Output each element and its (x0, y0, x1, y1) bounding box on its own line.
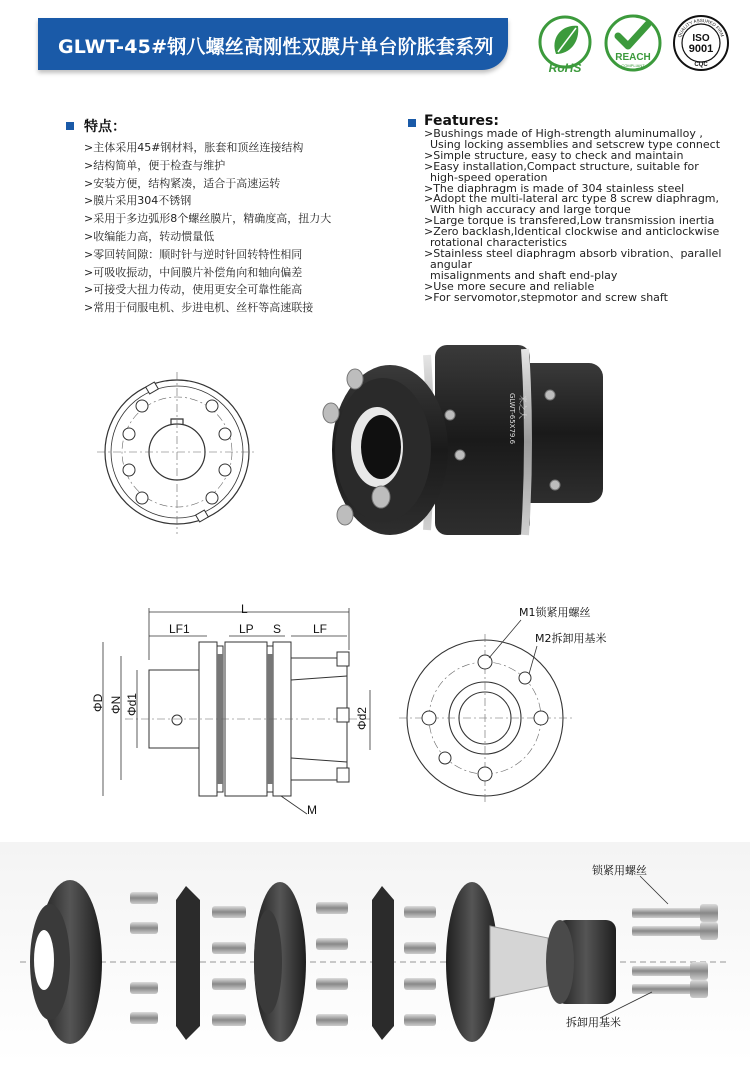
list-line: Using locking assemblies and setscrew type connect (430, 137, 721, 151)
list-line: misalignments and shaft end-play (430, 268, 618, 282)
label-remove-screw: 拆卸用基米 (566, 1016, 621, 1029)
list-line: angular (430, 257, 472, 271)
list-item: >可接受大扭力传动，使用更安全可靠性能高 (84, 283, 303, 297)
reach-sub-text: COMPLIANT (621, 63, 645, 68)
bullet-square (66, 122, 74, 130)
reach-logo (604, 14, 662, 72)
dim-LP: LP (239, 622, 254, 636)
list-line: >Simple structure, easy to check and maintain (424, 148, 684, 162)
exploded-view (0, 842, 750, 1063)
list-line: >Adopt the multi-lateral arc type 8 screw diaphragm, (424, 192, 720, 206)
dim-S: S (273, 622, 282, 636)
list-line: >Easy installation,Compact structure, suitable for (424, 159, 699, 173)
iso-ring-text: QUALITY ASSURED FIRM (676, 17, 725, 39)
list-item: >安装方便，结构紧凑，适合于高速运转 (84, 176, 281, 190)
product-image (315, 335, 615, 560)
dim-L: L (241, 602, 248, 616)
rohs-text: RoHS (548, 61, 582, 74)
list-item: >常用于伺服电机、步进电机、丝杆等高速联接 (84, 301, 314, 315)
list-line: >The diaphragm is made of 304 stainless steel (424, 181, 685, 195)
list-line: >Bushings made of High-strength aluminumalloy , (424, 127, 703, 140)
dim-D: ΦD (91, 693, 105, 712)
list-item: >收编能力高，转动惯量低 (84, 229, 215, 243)
features-cn-list (84, 139, 331, 317)
reach-text: REACH (615, 52, 651, 63)
dim-d2: Φd2 (355, 707, 369, 730)
list-item: >可吸收振动，中间膜片补偿角向和轴向偏差 (84, 265, 303, 279)
dim-N: ΦN (109, 695, 123, 714)
list-line: >For servomotor,stepmotor and screw shaft (424, 290, 668, 304)
cqc-text: CQC (694, 62, 708, 68)
list-line: With high accuracy and large torque (430, 203, 631, 217)
features-en-list (424, 129, 721, 304)
list-line: high-speed operation (430, 170, 548, 184)
list-item: >结构简单，便于检查与维护 (84, 158, 226, 172)
front-view-drawing (395, 600, 635, 820)
engraving-model: GLWT-65X79.6 (508, 393, 516, 445)
bullet-square (408, 119, 416, 127)
rohs-logo (536, 14, 594, 72)
dim-d1: Φd1 (125, 693, 139, 716)
label-lock-screw: 锁紧用螺丝 (592, 864, 647, 877)
list-item: >膜片采用304不锈钢 (84, 194, 192, 208)
list-line: >Large torque is transfered,Low transmission inertia (424, 214, 715, 228)
label-m2: M2拆卸用基米 (535, 632, 607, 645)
list-item: >主体采用45#钢材料，胀套和顶丝连接结构 (84, 141, 304, 154)
list-line: >Zero backlash,Identical clockwise and anticlockwise (424, 225, 720, 239)
iso-text: ISO (692, 33, 710, 44)
iso-number: 9001 (688, 43, 714, 55)
features-en-heading: Features: (424, 113, 499, 129)
list-line: rotational characteristics (430, 236, 568, 250)
list-item: >采用于多边弧形8个螺丝膜片，精确度高，扭力大 (84, 212, 332, 226)
engraving-text: 米之大 (518, 395, 527, 419)
dim-LF1: LF1 (169, 622, 190, 636)
side-view-drawing (85, 600, 385, 825)
dim-LF: LF (313, 622, 328, 636)
iso-logo (672, 14, 730, 72)
list-item: >零回转间隙：顺时针与逆时针回转特性相同 (84, 247, 303, 261)
dim-M: M (307, 803, 317, 817)
list-line: >Use more secure and reliable (424, 279, 595, 293)
features-cn-heading: 特点： (84, 119, 126, 135)
end-view-drawing (92, 364, 262, 544)
page-title: GLWT-45#钢八螺丝高刚性双膜片单台阶胀套系列 (58, 36, 494, 58)
label-m1: M1锁紧用螺丝 (519, 606, 591, 619)
list-line: >Stainless steel diaphragm absorb vibration、parallel (424, 246, 722, 260)
